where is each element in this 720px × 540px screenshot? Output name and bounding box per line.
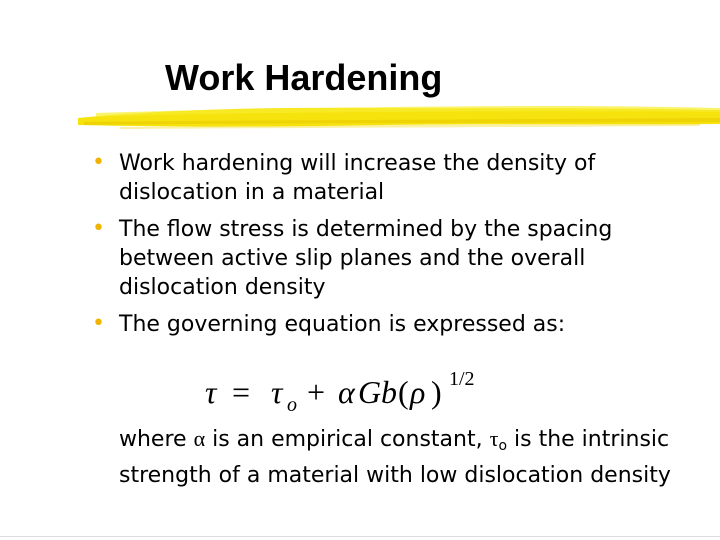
eq-exponent: 1/2 — [449, 368, 475, 390]
eq-alpha: α — [338, 374, 355, 410]
bullet-text: The flow stress is determined by the spacing between active slip planes and the overall dislocation density — [119, 217, 613, 300]
eq-plus: + — [307, 374, 326, 410]
alpha-symbol: α — [193, 426, 206, 451]
bullet-text: The governing equation is expressed as: — [119, 312, 566, 337]
eq-G: G — [358, 374, 382, 410]
bullet-text: Work hardening will increase the density of dislocation in a material — [119, 151, 596, 205]
bullet-marker: • — [92, 216, 105, 241]
slide-title: Work Hardening — [165, 57, 443, 98]
bullet-list — [92, 149, 692, 347]
governing-equation — [205, 365, 535, 415]
note-text: where — [119, 427, 194, 452]
note-text: is an empirical constant, — [205, 427, 490, 452]
eq-b: b — [381, 374, 397, 410]
bullet-item — [92, 149, 692, 207]
eq-rho: ρ — [410, 374, 426, 410]
tau-subscript: o — [498, 438, 508, 454]
eq-subscript-o: o — [287, 394, 297, 415]
bullet-marker: • — [92, 311, 105, 336]
tau-symbol: τ — [489, 426, 499, 451]
title-highlight-stroke — [0, 98, 720, 138]
eq-close-paren: ) — [431, 374, 442, 410]
bullet-item — [92, 310, 692, 339]
eq-equals: = — [232, 374, 251, 410]
bullet-item — [92, 215, 692, 302]
equation-explanation — [119, 424, 679, 490]
note-text: is the intrinsic strength of a material with low dislocation density — [119, 427, 671, 488]
eq-tau0: τ — [271, 374, 283, 410]
bottom-divider — [0, 536, 720, 537]
eq-open-paren: ( — [398, 374, 409, 410]
bullet-marker: • — [92, 150, 105, 175]
eq-tau: τ — [205, 374, 217, 410]
